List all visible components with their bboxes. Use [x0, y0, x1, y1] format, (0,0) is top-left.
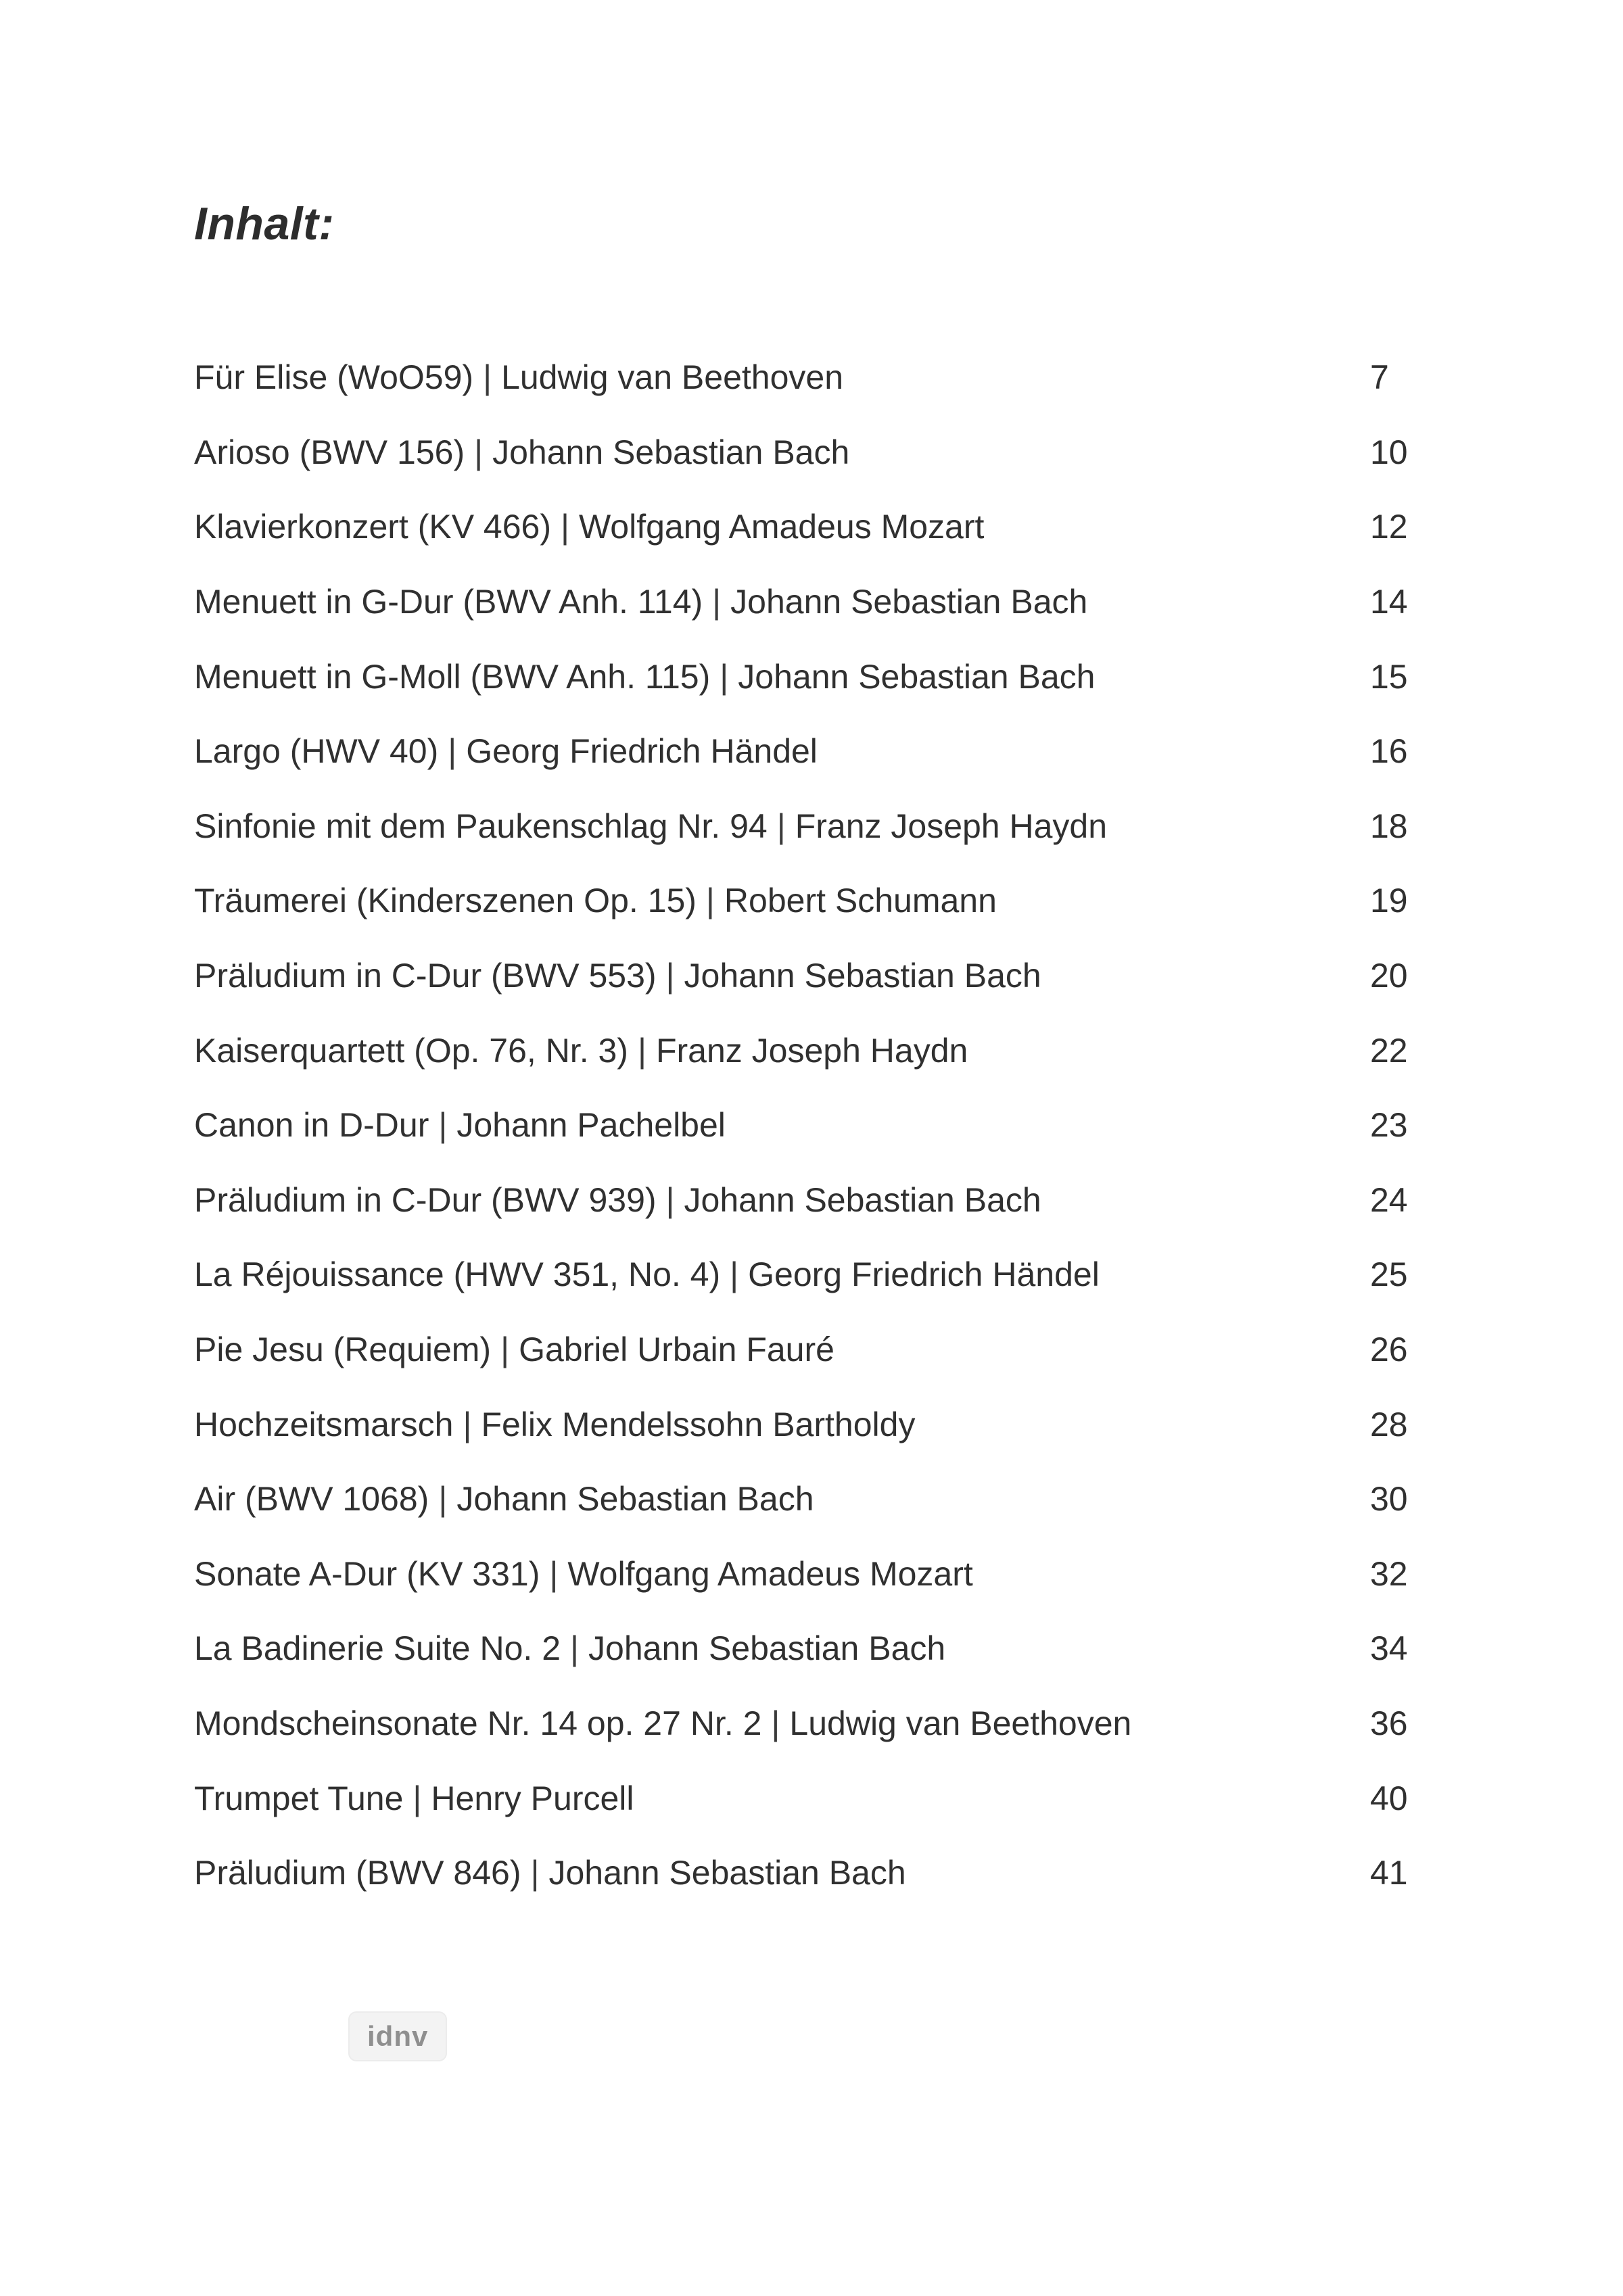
toc-entry-text — [194, 1031, 1370, 1070]
work-title: Hochzeitsmarsch — [194, 1405, 454, 1443]
work-title: Pie Jesu (Requiem) — [194, 1331, 492, 1369]
toc-entry — [194, 565, 1520, 640]
composer-name: Johann Sebastian Bach — [730, 583, 1088, 621]
separator: | — [570, 1629, 580, 1668]
toc-entry — [194, 1387, 1520, 1462]
toc-entry — [194, 1088, 1520, 1163]
work-title: Arioso (BWV 156) — [194, 433, 465, 471]
toc-entry-text — [194, 507, 1370, 546]
composer-name: Johann Sebastian Bach — [738, 657, 1096, 696]
composer-name: Ludwig van Beethoven — [501, 358, 843, 397]
toc-entry — [194, 415, 1520, 490]
toc-entry — [194, 489, 1520, 565]
separator: | — [438, 1106, 448, 1145]
toc-entry-text — [194, 1629, 1370, 1668]
separator: | — [776, 807, 786, 845]
work-title: Für Elise (WoO59) — [194, 358, 474, 397]
page-number: 41 — [1370, 1854, 1408, 1892]
toc-entry — [194, 1611, 1520, 1686]
page-number: 22 — [1370, 1031, 1408, 1070]
work-title: Sinfonie mit dem Paukenschlag Nr. 94 — [194, 807, 768, 845]
work-title: La Badinerie Suite No. 2 — [194, 1629, 561, 1668]
composer-name: Wolfgang Amadeus Mozart — [567, 1554, 973, 1593]
work-title: Präludium in C-Dur (BWV 553) — [194, 957, 657, 995]
idnv-logo — [348, 2011, 447, 2061]
page-number: 32 — [1370, 1554, 1408, 1593]
composer-name: Johann Sebastian Bach — [684, 957, 1041, 995]
separator: | — [500, 1331, 510, 1369]
toc-entry — [194, 1237, 1520, 1312]
work-title: Sonate A-Dur (KV 331) — [194, 1554, 540, 1593]
page-number: 23 — [1370, 1106, 1408, 1145]
separator: | — [438, 1480, 448, 1518]
page-number: 10 — [1370, 433, 1408, 471]
composer-name: Johann Pachelbel — [456, 1106, 726, 1145]
toc-entry-text — [194, 732, 1370, 771]
work-title: Kaiserquartett (Op. 76, Nr. 3) — [194, 1031, 628, 1070]
composer-name: Felix Mendelssohn Bartholdy — [481, 1405, 916, 1443]
separator: | — [705, 882, 715, 920]
toc-entry-text — [194, 1330, 1370, 1369]
toc-entry-text — [194, 1105, 1370, 1145]
separator: | — [413, 1779, 422, 1817]
work-title: La Réjouissance (HWV 351, No. 4) — [194, 1255, 721, 1294]
toc-entry-text — [194, 881, 1370, 920]
toc-entry — [194, 340, 1520, 415]
toc-entry — [194, 714, 1520, 789]
composer-name: Franz Joseph Haydn — [795, 807, 1108, 845]
toc-entry-text — [194, 956, 1370, 995]
composer-name: Georg Friedrich Händel — [748, 1255, 1100, 1294]
toc-entry-text — [194, 1479, 1370, 1518]
page-number: 16 — [1370, 732, 1408, 771]
page-number: 25 — [1370, 1255, 1408, 1294]
toc-entry-text — [194, 807, 1370, 846]
page-number: 12 — [1370, 508, 1408, 546]
toc-entry — [194, 1836, 1520, 1911]
separator: | — [448, 732, 457, 771]
work-title: Träumerei (Kinderszenen Op. 15) — [194, 882, 697, 920]
page-number: 19 — [1370, 882, 1408, 920]
work-title: Largo (HWV 40) — [194, 732, 439, 771]
separator: | — [712, 583, 722, 621]
toc-entry-text — [194, 582, 1370, 621]
page-number: 26 — [1370, 1331, 1408, 1369]
composer-name: Franz Joseph Haydn — [655, 1031, 968, 1070]
separator: | — [665, 1180, 675, 1219]
composer-name: Wolfgang Amadeus Mozart — [579, 508, 985, 546]
toc-entry — [194, 1537, 1520, 1612]
toc-entry — [194, 1686, 1520, 1761]
separator: | — [720, 657, 729, 696]
work-title: Menuett in G-Moll (BWV Anh. 115) — [194, 657, 711, 696]
composer-name: Henry Purcell — [431, 1779, 634, 1817]
toc-entry — [194, 1462, 1520, 1537]
toc-entry-text — [194, 358, 1370, 397]
separator: | — [474, 433, 484, 471]
toc-entry — [194, 1761, 1520, 1836]
toc-entry — [194, 639, 1520, 714]
page-number: 24 — [1370, 1180, 1408, 1219]
toc-entry-text — [194, 1255, 1370, 1294]
page-title: Inhalt: — [194, 198, 335, 249]
separator: | — [771, 1704, 780, 1742]
separator: | — [463, 1405, 472, 1443]
separator: | — [637, 1031, 646, 1070]
toc-entry-text — [194, 1554, 1370, 1594]
page-number: 34 — [1370, 1629, 1408, 1668]
composer-name: Johann Sebastian Bach — [492, 433, 850, 471]
toc-entry — [194, 863, 1520, 938]
composer-name: Johann Sebastian Bach — [588, 1629, 946, 1668]
page-number: 14 — [1370, 583, 1408, 621]
page-number: 40 — [1370, 1779, 1408, 1817]
work-title: Canon in D-Dur — [194, 1106, 429, 1145]
page-number: 30 — [1370, 1480, 1408, 1518]
separator: | — [549, 1554, 559, 1593]
separator: | — [561, 508, 570, 546]
composer-name: Johann Sebastian Bach — [456, 1480, 814, 1518]
toc-entry — [194, 1013, 1520, 1088]
page-number: 18 — [1370, 807, 1408, 845]
idnv-logo-text: idnv — [367, 2020, 429, 2052]
toc-entry-text — [194, 1405, 1370, 1444]
separator: | — [665, 957, 675, 995]
work-title: Air (BWV 1068) — [194, 1480, 429, 1518]
separator: | — [530, 1854, 540, 1892]
composer-name: Robert Schumann — [724, 882, 997, 920]
separator: | — [483, 358, 492, 397]
work-title: Trumpet Tune — [194, 1779, 404, 1817]
toc-entry-text — [194, 1704, 1370, 1743]
separator: | — [730, 1255, 739, 1294]
toc-entry — [194, 1163, 1520, 1238]
toc-list — [194, 340, 1520, 1910]
work-title: Menuett in G-Dur (BWV Anh. 114) — [194, 583, 703, 621]
work-title: Präludium in C-Dur (BWV 939) — [194, 1180, 657, 1219]
work-title: Klavierkonzert (KV 466) — [194, 508, 552, 546]
toc-entry-text — [194, 1779, 1370, 1818]
work-title: Mondscheinsonate Nr. 14 op. 27 Nr. 2 — [194, 1704, 762, 1742]
page-number: 15 — [1370, 657, 1408, 696]
composer-name: Georg Friedrich Händel — [466, 732, 818, 771]
composer-name: Ludwig van Beethoven — [789, 1704, 1132, 1742]
toc-entry-text — [194, 657, 1370, 696]
composer-name: Johann Sebastian Bach — [684, 1180, 1041, 1219]
toc-entry — [194, 938, 1520, 1013]
toc-entry-text — [194, 433, 1370, 472]
page-number: 20 — [1370, 957, 1408, 995]
page-number: 28 — [1370, 1405, 1408, 1443]
page-number: 7 — [1370, 358, 1389, 397]
page-number: 36 — [1370, 1704, 1408, 1742]
toc-entry-text — [194, 1180, 1370, 1220]
composer-name: Gabriel Urbain Fauré — [519, 1331, 834, 1369]
toc-entry — [194, 1312, 1520, 1387]
composer-name: Johann Sebastian Bach — [548, 1854, 906, 1892]
toc-entry-text — [194, 1853, 1370, 1892]
toc-entry — [194, 789, 1520, 864]
work-title: Präludium (BWV 846) — [194, 1854, 521, 1892]
